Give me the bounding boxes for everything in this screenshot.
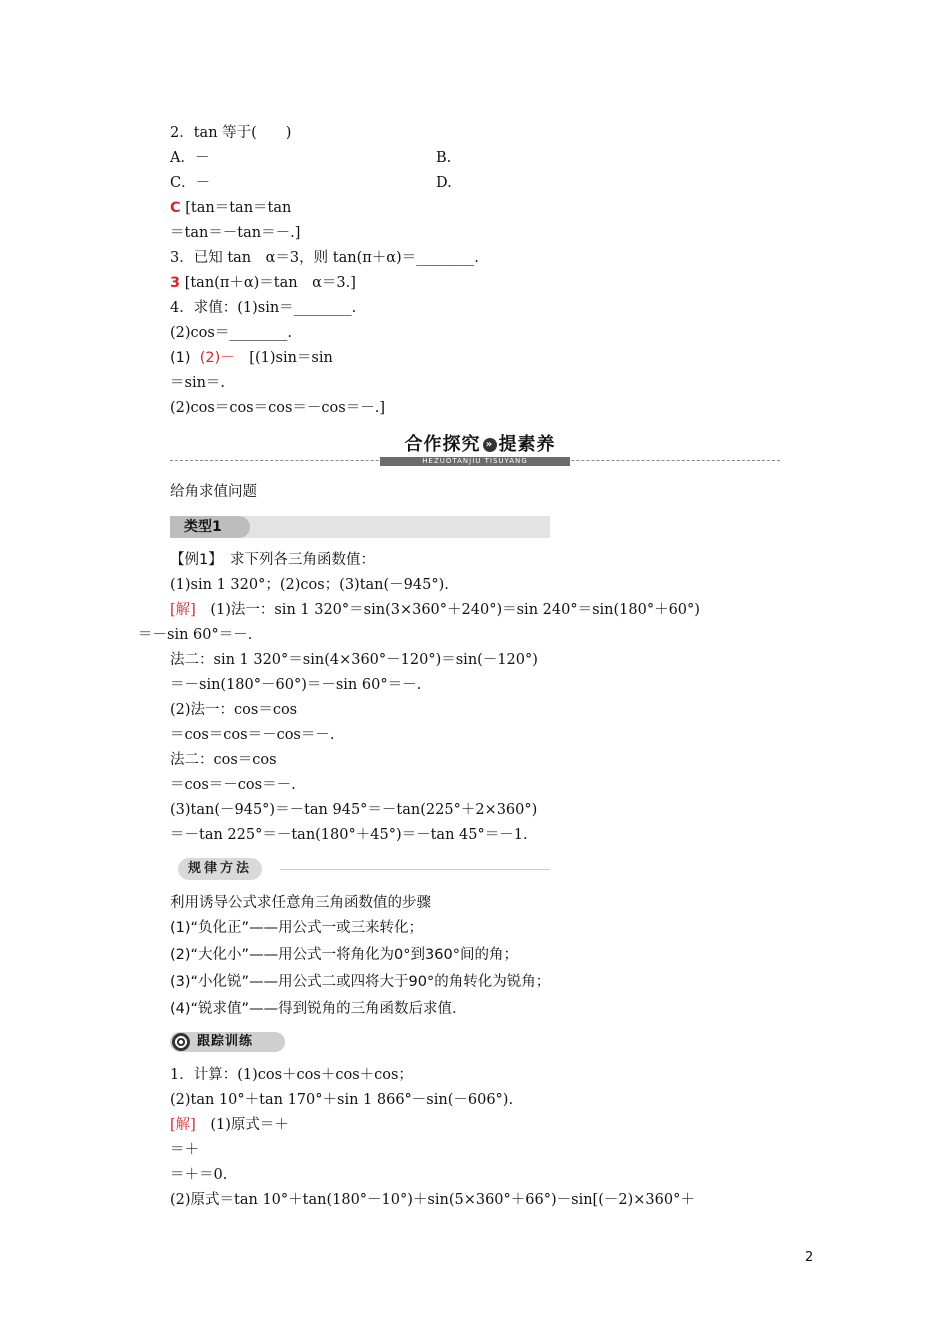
tracking-solve-tag: [解] xyxy=(170,1117,196,1133)
tracking-step-1: (1)原式＝＋ xyxy=(195,1117,289,1133)
rules-label: 规律方法 xyxy=(178,858,262,880)
q2-option-a: A．－ xyxy=(170,150,210,166)
q3-answer-line xyxy=(170,273,356,293)
banner-title-right: 提素养 xyxy=(498,434,556,455)
q2-answer: C xyxy=(170,200,181,216)
banner-subtitle: HEZUOTANJIU TISUYANG xyxy=(380,457,570,466)
q4-answer-1: (1) xyxy=(170,350,191,366)
q3-explain: [tan(π＋α)＝tan α＝3.] xyxy=(180,275,356,291)
page-number: 2 xyxy=(805,1250,814,1265)
banner-title-left: 合作探究 xyxy=(404,434,481,455)
q4-question-1: 4．求值：(1)sin＝________. xyxy=(170,300,357,316)
q4-explain-1: [(1)sin＝sin xyxy=(234,350,333,366)
q2-option-c: C．－ xyxy=(170,175,211,191)
q2-question: 2．tan 等于( ) xyxy=(170,125,292,141)
solution-step-1: (1)法一：sin 1 320°＝sin(3×360°＋240°)＝sin 240°＝sin(180°＋60°) xyxy=(195,602,700,618)
example-items: (1)sin 1 320°；(2)cos；(3)tan(－945°). xyxy=(170,577,449,593)
example-solution-9: (3)tan(－945°)＝－tan 945°＝－tan(225°＋2×360°) xyxy=(170,802,538,818)
example-solution-7: 法二：cos＝cos xyxy=(170,752,277,768)
rules-divider xyxy=(280,869,550,870)
tracking-answer-1 xyxy=(170,1115,289,1135)
q2-option-b: B. xyxy=(436,150,452,166)
rules-item-2: (2)“大化小”——用公式一将角化为0°到360°间的角； xyxy=(170,947,518,963)
q4-answer-line xyxy=(170,348,333,368)
type-bar xyxy=(170,516,550,538)
rules-heading: 利用诱导公式求任意角三角函数值的步骤 xyxy=(170,895,431,911)
tracking-q2: (2)tan 10°＋tan 170°＋sin 1 866°－sin(－606°). xyxy=(170,1092,514,1108)
q2-answer-line xyxy=(170,198,291,218)
example-solution-8: ＝cos＝－cos＝－. xyxy=(170,777,296,793)
example-solution-3: 法二：sin 1 320°＝sin(4×360°－120°)＝sin(－120°) xyxy=(170,652,538,668)
q4-explain-2: ＝sin＝. xyxy=(170,375,226,391)
example-prompt xyxy=(170,550,375,570)
target-icon xyxy=(172,1033,190,1051)
section-banner xyxy=(170,430,780,470)
banner-title xyxy=(390,430,570,456)
tracking-answer-2: ＝＋ xyxy=(170,1142,199,1158)
q4-question-2: (2)cos＝________. xyxy=(170,325,292,341)
tracking-answer-4: (2)原式＝tan 10°＋tan(180°－10°)＋sin(5×360°＋66°)－sin[(－2)×360°＋ xyxy=(170,1192,695,1208)
rules-label-box xyxy=(178,858,262,880)
solve-tag: [解] xyxy=(170,602,196,618)
section-title: 给角求值问题 xyxy=(170,484,257,500)
example-solution-2: ＝－sin 60°＝－. xyxy=(138,627,253,643)
q2-explain-2: ＝tan＝－tan＝－.] xyxy=(170,225,301,241)
tracking-label: 跟踪训练 xyxy=(197,1034,254,1049)
q4-answer-2: (2)－ xyxy=(199,350,235,366)
q2-option-d: D. xyxy=(436,175,452,191)
example-solution-1 xyxy=(170,600,700,620)
type-label: 类型1 xyxy=(170,516,250,538)
arrow-icon: » xyxy=(483,438,497,452)
example-prompt-text: 求下列各三角函数值： xyxy=(215,552,375,568)
example-solution-10: ＝－tan 225°＝－tan(180°＋45°)＝－tan 45°＝－1. xyxy=(170,827,528,843)
tracking-answer-3: ＝＋＝0. xyxy=(170,1167,228,1183)
rules-item-4: (4)“锐求值”——得到锐角的三角函数后求值. xyxy=(170,1001,457,1017)
example-solution-5: (2)法一：cos＝cos xyxy=(170,702,298,718)
example-solution-4: ＝－sin(180°－60°)＝－sin 60°＝－. xyxy=(170,677,422,693)
q3-question: 3．已知 tan α＝3，则 tan(π＋α)＝________. xyxy=(170,250,479,266)
q2-explain-1: [tan＝tan＝tan xyxy=(180,200,292,216)
rules-item-3: (3)“小化锐”——用公式二或四将大于90°的角转化为锐角； xyxy=(170,974,551,990)
q3-answer: 3 xyxy=(170,275,181,291)
q4-explain-3: (2)cos＝cos＝cos＝－cos＝－.] xyxy=(170,400,385,416)
tracking-label-box xyxy=(170,1032,285,1052)
example-label: 【例1】 xyxy=(170,552,216,568)
example-solution-6: ＝cos＝cos＝－cos＝－. xyxy=(170,727,335,743)
tracking-q1: 1．计算：(1)cos＋cos＋cos＋cos； xyxy=(170,1067,413,1083)
rules-item-1: (1)“负化正”——用公式一或三来转化； xyxy=(170,920,424,936)
